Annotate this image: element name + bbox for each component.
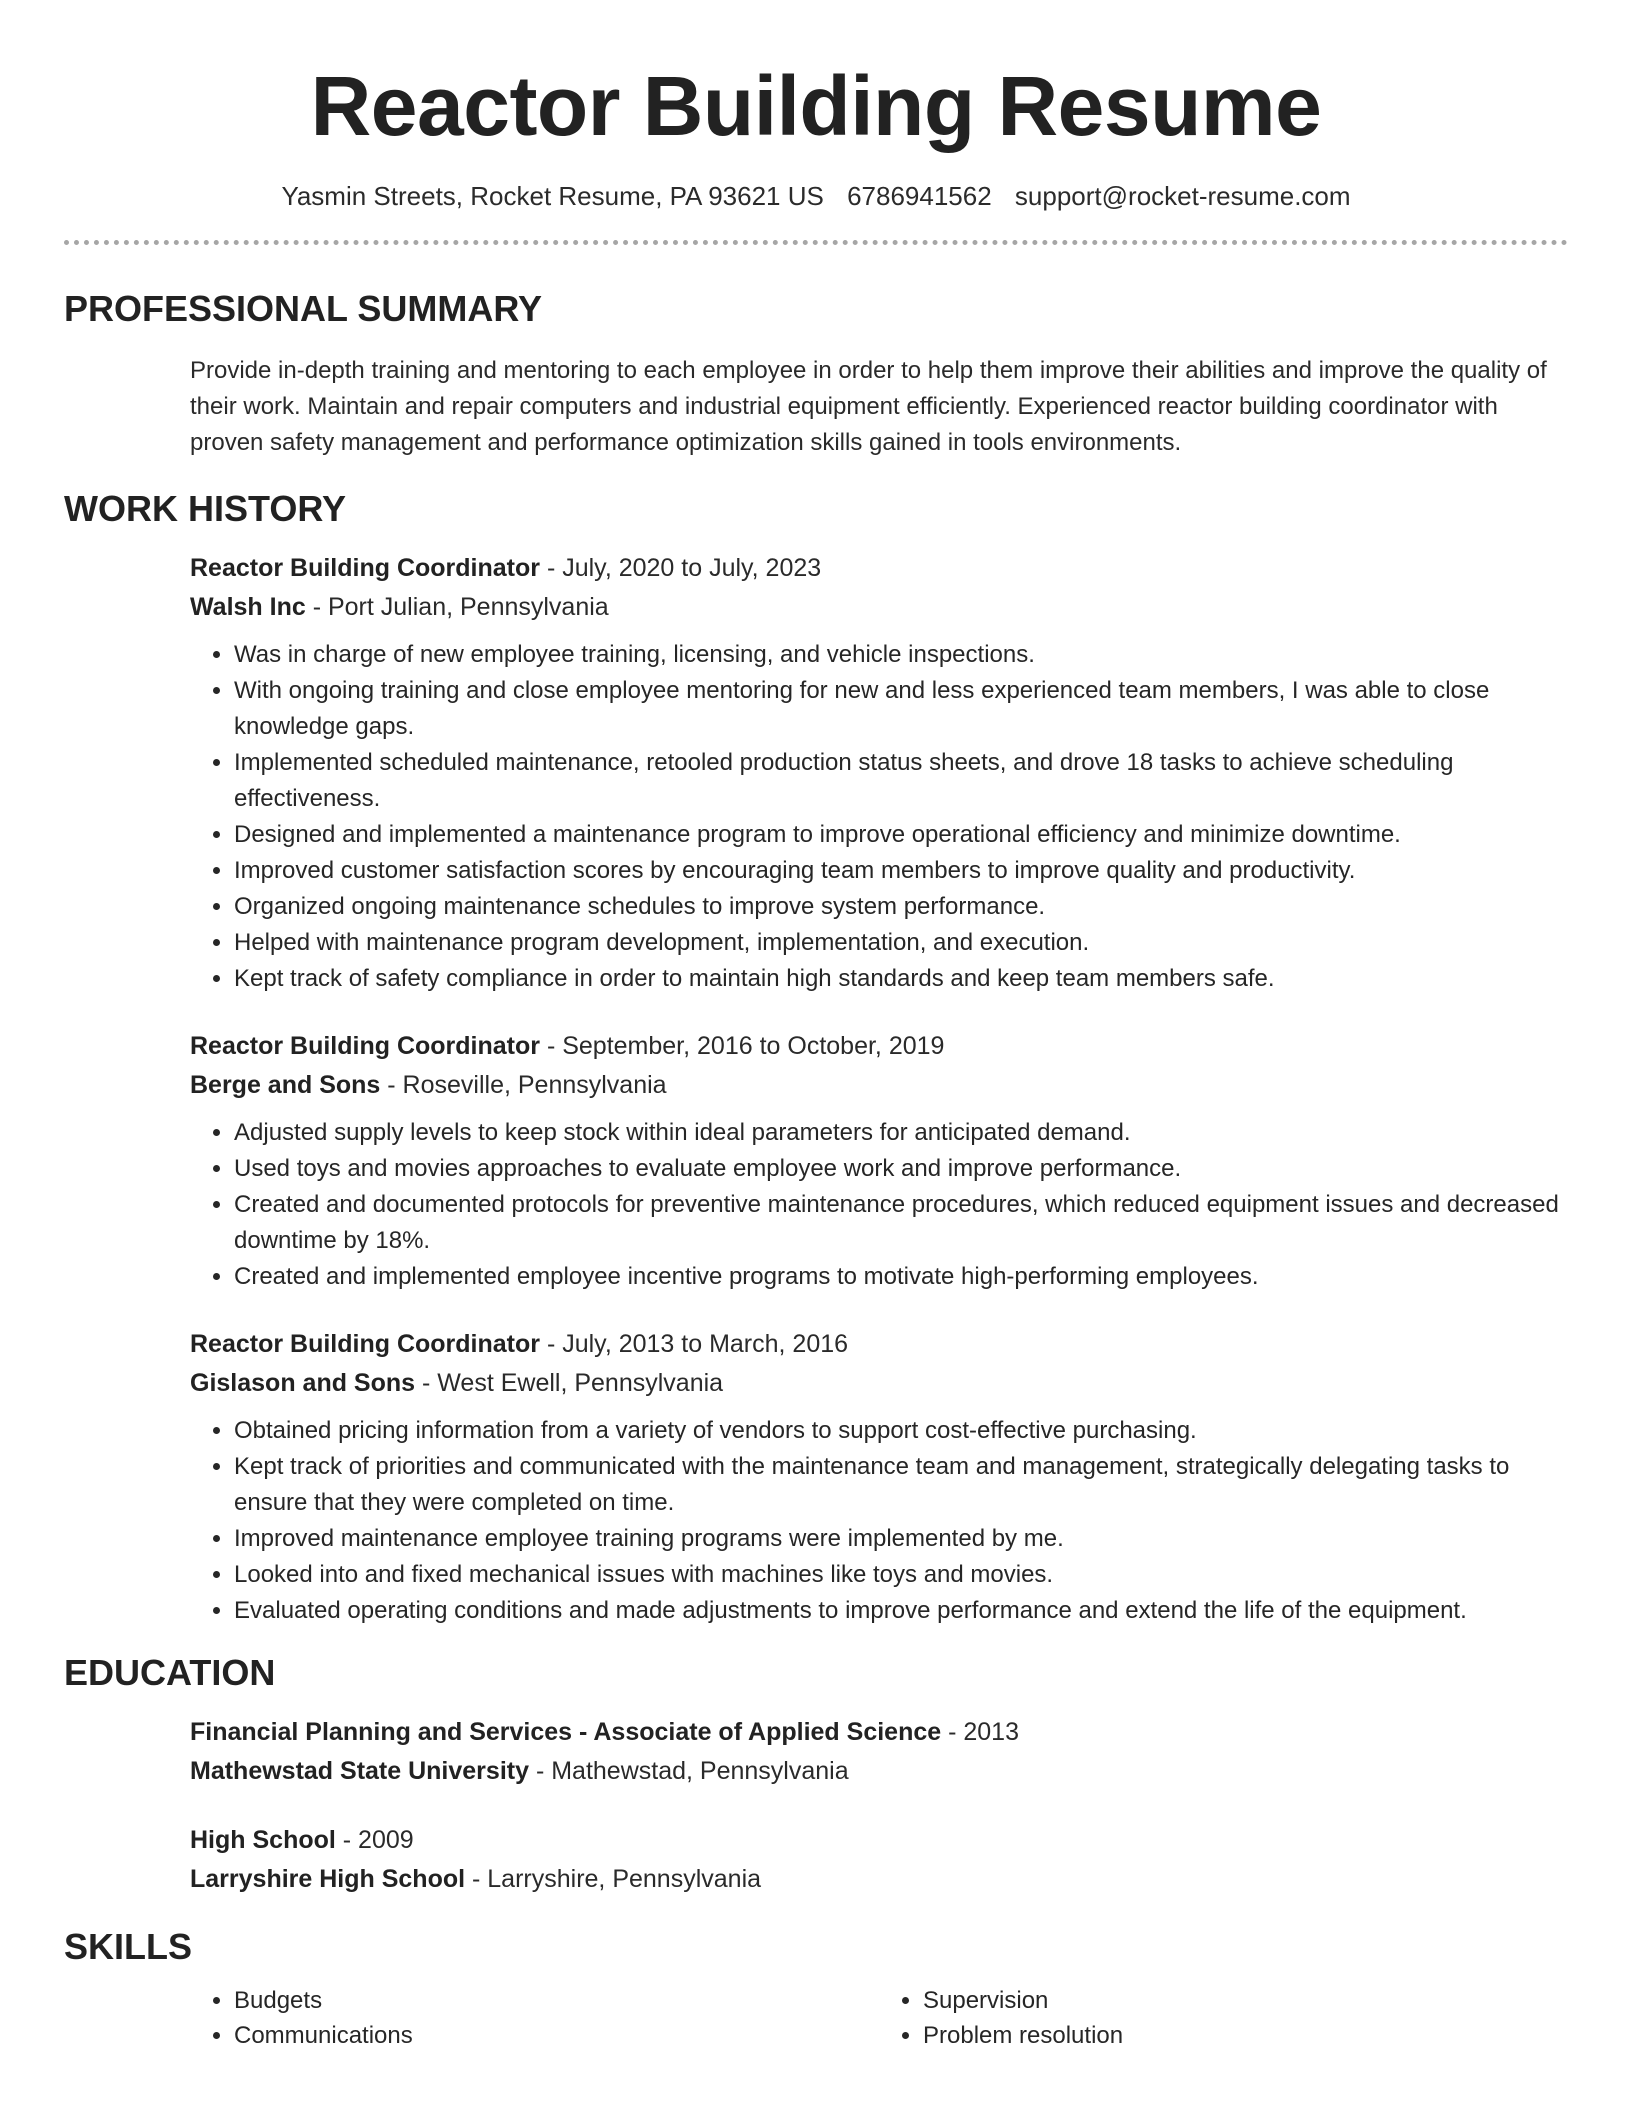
job-bullet: • Was in charge of new employee training, licensing, and vehicle inspections.	[234, 637, 1568, 673]
summary-text: Provide in-depth training and mentoring to each employee in order to help them improve their abilities and improve the quality of their work. Maintain and repair computers and industrial equipment efficiently. Experienced reactor building coordinator with proven safety management and performance optimization skills gained in tools environments.	[190, 357, 1547, 456]
job-location: - Roseville, Pennsylvania	[380, 1071, 667, 1099]
education-degree: High School	[190, 1826, 336, 1854]
contact-email[interactable]: support@rocket-resume.com	[1014, 181, 1351, 211]
education-degree-line	[190, 1713, 1568, 1752]
skills-column-right	[879, 1983, 1568, 2053]
job-bullet: • Created and documented protocols for preventive maintenance procedures, which reduced equipment issues and decreased downtime by 18%.	[234, 1187, 1568, 1259]
job-entry	[190, 1325, 1568, 1629]
job-title-line	[190, 1027, 1568, 1066]
education-degree: Financial Planning and Services - Associate of Applied Science	[190, 1718, 942, 1746]
summary-heading: PROFESSIONAL SUMMARY	[64, 288, 543, 329]
skill-item: • Communications	[234, 2018, 879, 2053]
job-company: Berge and Sons	[190, 1071, 381, 1099]
job-bullet: • Created and implemented employee incentive programs to motivate high-performing employees.	[234, 1259, 1568, 1295]
education-school: Larryshire High School	[190, 1865, 466, 1893]
job-bullet: • Organized ongoing maintenance schedules to improve system performance.	[234, 889, 1568, 925]
job-company: Gislason and Sons	[190, 1369, 416, 1397]
job-dates: - July, 2020 to July, 2023	[540, 554, 822, 582]
job-bullet: • Kept track of priorities and communicated with the maintenance team and management, strategically delegating tasks to ensure that they were completed on time.	[234, 1449, 1568, 1521]
education-school: Mathewstad State University	[190, 1757, 529, 1785]
job-bullet: • Looked into and fixed mechanical issues with machines like toys and movies.	[234, 1557, 1568, 1593]
job-title: Reactor Building Coordinator	[190, 554, 540, 582]
job-bullet: • Helped with maintenance program development, implementation, and execution.	[234, 925, 1568, 961]
education-location: - Mathewstad, Pennsylvania	[529, 1757, 849, 1785]
education-entry	[190, 1713, 1568, 1791]
job-title: Reactor Building Coordinator	[190, 1330, 540, 1358]
job-bullet: • Improved customer satisfaction scores by encouraging team members to improve quality and productivity.	[234, 853, 1568, 889]
job-title: Reactor Building Coordinator	[190, 1032, 540, 1060]
resume-page	[64, 0, 1568, 2053]
contact-line	[64, 180, 1568, 212]
job-dates: - July, 2013 to March, 2016	[540, 1330, 849, 1358]
job-bullets	[190, 1115, 1568, 1295]
skills-list	[190, 1983, 1568, 2053]
job-bullet: • Implemented scheduled maintenance, retooled production status sheets, and drove 18 tasks to achieve scheduling effectiveness.	[234, 745, 1568, 817]
education-degree-line	[190, 1821, 1568, 1860]
job-bullet: • Used toys and movies approaches to evaluate employee work and improve performance.	[234, 1151, 1568, 1187]
job-bullets	[190, 1413, 1568, 1629]
job-company-line	[190, 1066, 1568, 1105]
skill-item: • Supervision	[923, 1983, 1568, 2018]
job-bullet: • Evaluated operating conditions and made adjustments to improve performance and extend the life of the equipment.	[234, 1593, 1568, 1629]
skills-heading: SKILLS	[64, 1926, 193, 1967]
job-dates: - September, 2016 to October, 2019	[540, 1032, 945, 1060]
job-company-line	[190, 1364, 1568, 1403]
job-location: - West Ewell, Pennsylvania	[415, 1369, 724, 1397]
job-bullet: • Kept track of safety compliance in order to maintain high standards and keep team members safe.	[234, 961, 1568, 997]
job-entry	[190, 549, 1568, 997]
contact-address: Yasmin Streets, Rocket Resume, PA 93621 US	[281, 181, 824, 211]
education-heading: EDUCATION	[64, 1652, 276, 1693]
education-year: - 2009	[335, 1826, 414, 1854]
job-location: - Port Julian, Pennsylvania	[305, 593, 609, 621]
job-bullet: • Obtained pricing information from a variety of vendors to support cost-effective purchasing.	[234, 1413, 1568, 1449]
skills-column-left	[190, 1983, 879, 2053]
skill-item: • Problem resolution	[923, 2018, 1568, 2053]
resume-title: Reactor Building Resume	[310, 59, 1322, 153]
education-year: - 2013	[941, 1718, 1019, 1746]
job-bullets	[190, 637, 1568, 997]
job-bullet: • Designed and implemented a maintenance program to improve operational efficiency and minimize downtime.	[234, 817, 1568, 853]
job-company: Walsh Inc	[190, 593, 306, 621]
header-divider	[64, 240, 1568, 245]
job-bullet: • With ongoing training and close employee mentoring for new and less experienced team members, I was able to close knowledge gaps.	[234, 673, 1568, 745]
job-entry	[190, 1027, 1568, 1295]
job-bullet: • Adjusted supply levels to keep stock within ideal parameters for anticipated demand.	[234, 1115, 1568, 1151]
education-school-line	[190, 1752, 1568, 1791]
contact-phone: 6786941562	[847, 181, 992, 211]
education-location: - Larryshire, Pennsylvania	[465, 1865, 762, 1893]
job-title-line	[190, 1325, 1568, 1364]
job-title-line	[190, 549, 1568, 588]
education-entry	[190, 1821, 1568, 1899]
skill-item: • Budgets	[234, 1983, 879, 2018]
work-history-heading: WORK HISTORY	[64, 488, 347, 529]
education-school-line	[190, 1860, 1568, 1899]
job-company-line	[190, 588, 1568, 627]
job-bullet: • Improved maintenance employee training programs were implemented by me.	[234, 1521, 1568, 1557]
